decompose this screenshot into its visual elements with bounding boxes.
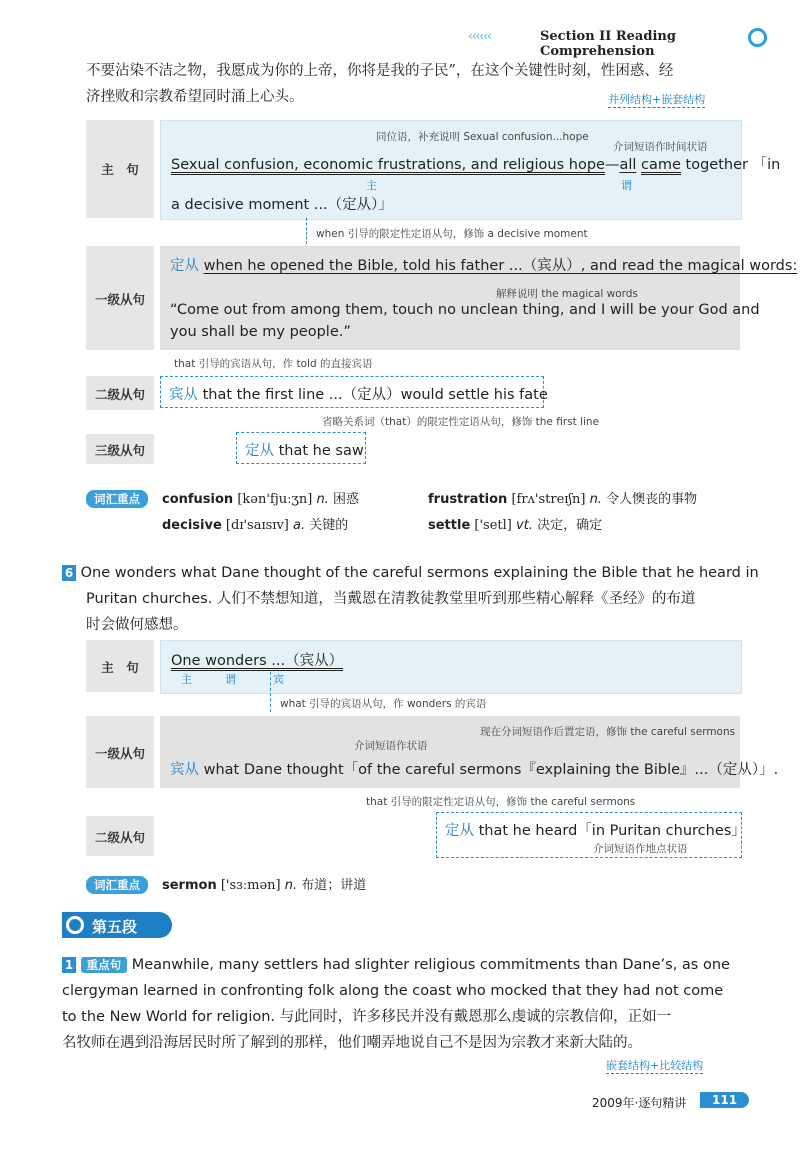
level2-text: 宾从 that the first line ...（定从）would settle his fate — [169, 387, 548, 403]
section-heading — [62, 912, 172, 938]
sentence-6 — [62, 560, 766, 638]
intro-line-2: 济挫败和宗教希望同时涌上心头。 — [86, 89, 304, 105]
main-clause-2-label: 主 句 — [101, 660, 139, 675]
level1-panel — [160, 246, 798, 350]
main-clause-label: 主 句 — [101, 162, 139, 177]
search-icon — [748, 28, 767, 47]
that-note-2: that 引导的限定性定语从句，修饰 the careful sermons — [366, 796, 636, 808]
sentence-1-line-1: 1 重点句 Meanwhile, many settlers had slighter religious commitments than Dane’s, as one — [62, 952, 766, 978]
sentence-number: 6 — [62, 565, 76, 581]
prep-note-left: 介词短语作状语 — [354, 740, 428, 752]
participle-note: 现在分词短语作后置定语，修饰 the careful sermons — [480, 726, 736, 738]
key-sentence-tag: 重点句 — [81, 957, 128, 973]
level1-2-label-box — [86, 716, 154, 788]
subject-label: 主 — [366, 179, 377, 192]
sentence-1-line-4: 名牧师在遇到沿海居民时所了解到的那样，他们嘲弄地说自己不是因为宗教才来新大陆的。 — [62, 1035, 642, 1051]
vocab-item-decisive: decisive [dɪ'saɪsɪv] a. 关键的 — [162, 518, 349, 533]
level2-box — [160, 376, 548, 408]
sentence-1-line-3: to the New World for religion. 与此同时，许多移民并没有戴恩那么虔诚的宗教信仰，正如一 — [62, 1009, 672, 1025]
footer-text: 2009年·逐句精讲 — [592, 1096, 687, 1110]
level1-2-text: 宾从 what Dane thought「of the careful sermons『explaining the Bible』...（定从）」. — [170, 762, 779, 778]
predicate-came: came — [641, 157, 681, 173]
intro-line-1: 不要沾染不洁之物，我愿成为你的上帝，你将是我的子民”，在这个关键性时刻，性困惑、经 — [86, 63, 674, 79]
connector-line — [306, 218, 307, 244]
level3-box — [236, 432, 366, 464]
level3-text: 定从 that he saw — [245, 443, 364, 459]
vocab-item-settle: settle ['setl] vt. 决定，确定 — [428, 518, 603, 533]
main-sentence: Sexual confusion, economic frustrations, and religious hope—all came together 「in — [171, 157, 781, 173]
level1-line-3: you shall be my people.” — [170, 324, 351, 340]
vocab-tag: 词汇重点 — [86, 488, 148, 507]
page-number: 111 — [700, 1092, 749, 1108]
level1-2-panel — [160, 716, 779, 788]
that-note: that 引导的宾语从句，作 told 的直接宾语 — [174, 358, 373, 370]
structure-tag-2: 嵌套结构+比较结构 — [606, 1059, 704, 1072]
level3-label: 三级从句 — [94, 443, 145, 458]
vocab-tag-2: 词汇重点 — [86, 874, 148, 893]
main-clause-label-box — [86, 120, 154, 218]
sentence-6-line-1: 6 One wonders what Dane thought of the careful sermons explaining the Bible that he heard in — [62, 560, 766, 586]
level2-label-box — [86, 376, 154, 410]
appositive-note: 同位语，补充说明 Sexual confusion...hope — [376, 131, 589, 143]
main-sentence-line2: a decisive moment ...（定从）」 — [171, 197, 393, 213]
level2-2-box — [436, 812, 746, 858]
connector-line-2 — [270, 672, 271, 712]
level3-label-box — [86, 434, 154, 464]
main-clause-2-panel: One wonders ...（宾从） 主 谓 宾 — [160, 640, 742, 694]
sentence-1-line-2: clergyman learned in confronting folk along the coast who mocked that they had not come — [62, 983, 724, 999]
level2-2-text: 定从 that he heard「in Puritan churches」 — [445, 823, 746, 839]
vocab-item-frustration: frustration [frʌ'streɪʃn] n. 令人懊丧的事物 — [428, 492, 698, 507]
level1-line-2: “Come out from among them, touch no unclean thing, and I will be your God and — [170, 302, 760, 318]
vocab-item-sermon: sermon ['sɜːmən] n. 布道；讲道 — [162, 878, 367, 893]
vocab-item-confusion: confusion [kən'fjuːʒn] n. 困惑 — [162, 492, 359, 507]
level2-label: 二级从句 — [94, 387, 145, 402]
sentence-6-line-3: 时会做何感想。 — [86, 617, 188, 633]
running-header — [468, 26, 768, 59]
clause-type-tag: 定从 — [170, 258, 199, 274]
header-arrows: ‹‹‹‹‹‹ — [468, 29, 491, 43]
level2-2-label: 二级从句 — [94, 830, 145, 845]
when-note: when 引导的限定性定语从句，修饰 a decisive moment — [316, 228, 588, 240]
section-heading-text: 第五段 — [92, 918, 138, 936]
what-note: what 引导的宾语从句，作 wonders 的宾语 — [280, 698, 487, 710]
subject-phrase: Sexual confusion, economic frustrations, and religious hope — [171, 157, 605, 173]
level1-label: 一级从句 — [94, 292, 145, 307]
sentence-6-line-2: Puritan churches. 人们不禁想知道，当戴恩在清教徒教堂里听到那些精心解释《圣经》的布道 — [86, 591, 696, 607]
search-icon-2 — [66, 916, 84, 934]
omit-note: 省略关系词（that）的限定性定语从句，修饰 the first line — [322, 416, 600, 428]
main-clause-panel — [160, 120, 781, 220]
main-clause-2-text: One wonders ...（宾从） — [171, 653, 344, 669]
prep-note: 介词短语作时间状语 — [613, 141, 708, 153]
main-clause-2-label-box — [86, 640, 154, 692]
predicate-label: 谓 — [621, 179, 632, 192]
level1-line-1: 定从 when he opened the Bible, told his father ...（宾从）, and read the magical words: — [170, 258, 798, 274]
sentence-1 — [62, 952, 766, 1056]
explain-note: 解释说明 the magical words — [496, 288, 638, 300]
level1-2-label: 一级从句 — [94, 746, 145, 761]
level1-label-box — [86, 246, 154, 350]
structure-tag: 并列结构+嵌套结构 — [608, 93, 706, 106]
level2-2-label-box — [86, 816, 154, 856]
place-note: 介词短语作地点状语 — [593, 843, 688, 855]
section-title: Section II Reading Comprehension — [540, 29, 676, 59]
